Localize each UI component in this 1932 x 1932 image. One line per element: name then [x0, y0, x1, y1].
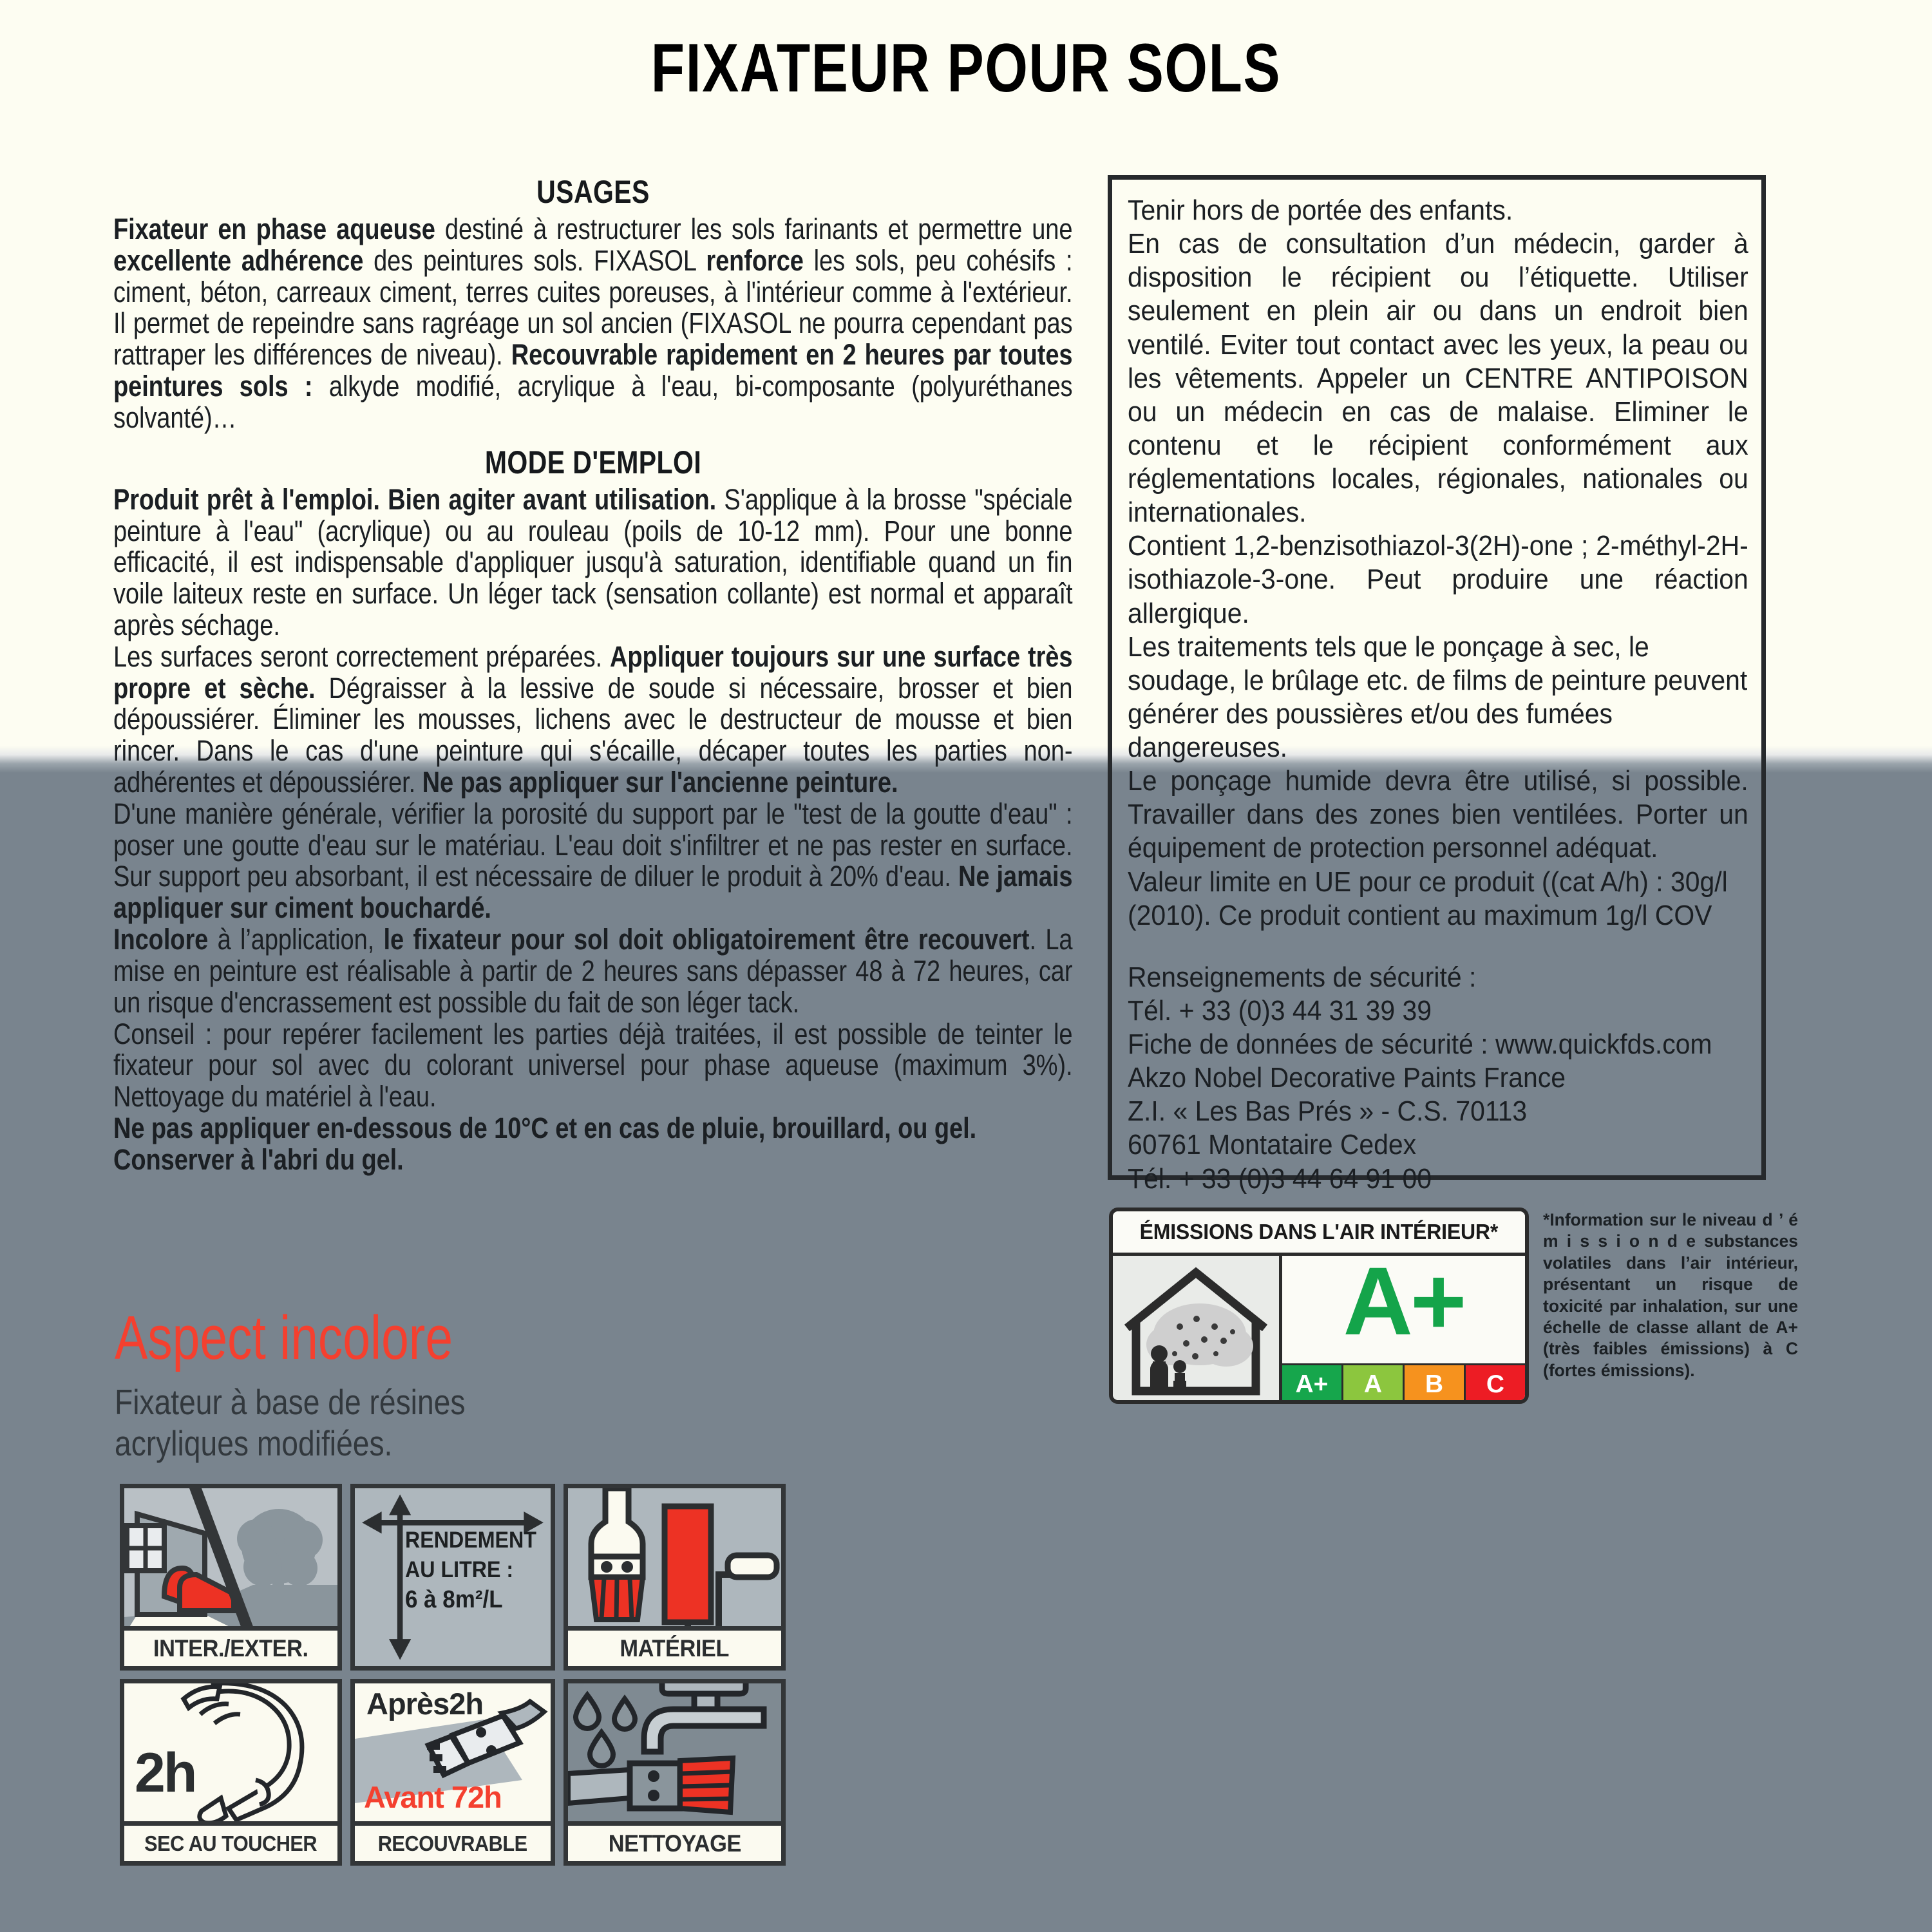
safety-paragraph-treatments: Les traitements tels que le ponçage à sec, le soudage, le brûlage etc. de films de peinture peuvent générer des poussières et/ou des fumées dangereuses. [1128, 630, 1748, 763]
usages-paragraph: Fixateur en phase aqueuse destiné à restructurer les sols farinants et permettre une excellente adhérence des peintures sols. FIXASOL renforce les sols, peu cohésifs : ciment, béton, carreaux ciment, terres cuites poreuses, à l'intérieur comme à l'extérieur. Il permet de repeindre sans ragréage un sol ancien (FIXASOL ne pourra cependant pas rattraper les différences de niveau). Recouvrable rapidement en 2 heures par toutes peintures sols : alkyde modifié, acrylique à l'eau, bi-composante (polyuréthanes solvanté)… [113, 213, 1073, 434]
mode-paragraph-3: D'une manière générale, vérifier la porosité du support par le "test de la goutte d'eau" : poser une goutte d'eau sur le matériau. L'eau doit s'infiltrer et ne pas rester en surface. Sur support peu absorbant, il est nécessaire de diluer le produit à 20% d'eau. Ne jamais appliquer sur ciment bouchardé. [113, 797, 1073, 925]
safety-paragraph-voc: Valeur limite en UE pour ce produit ((cat A/h) : 30g/l (2010). Ce produit contient au maximum 1g/l COV [1128, 866, 1728, 931]
safety-line-children: Tenir hors de portée des enfants. [1128, 194, 1513, 226]
mode-paragraph-5: Conseil : pour repérer facilement les parties déjà traitées, il est possible de teinter le fixateur pour sol avec du colorant universel pour phase aqueuse (maximum 3%). Nettoyage du matériel à l'eau. [113, 1017, 1073, 1113]
emissions-label-body [1113, 1247, 1525, 1403]
pictogram-nettoyage [564, 1679, 786, 1866]
mode-paragraph-2: Les surfaces seront correctement préparées. Appliquer toujours sur une surface très propre et sèche. Dégraisser à la lessive de soude si nécessaire, brosser et bien dépoussiérer. Éliminer les mousses, lichens avec le destructeur de mousse et bien rincer. Dans le cas d'une peinture qui s'écaille, décaper toutes les parties non-adhérentes et dépoussiérer. Ne pas appliquer sur l'ancienne peinture. [113, 639, 1073, 799]
pictogram-recouvrable [350, 1679, 555, 1866]
safety-contact-tel-1: Tél. + 33 (0)3 44 31 39 39 [1128, 994, 1432, 1027]
mode-paragraph-4: Incolore à l’application, le fixateur pour sol doit obligatoirement être recouvert. La mise en peinture est réalisable à partir de 2 heures sans dépasser 48 à 72 heures, car un risque d'encrassement est possible du fait de son léger tack. [113, 923, 1073, 1019]
left-column [113, 174, 1073, 1176]
rendement-line-3: 6 à 8m²/L [405, 1586, 503, 1613]
page-title: FIXATEUR POUR SOLS [650, 29, 1282, 106]
emissions-header-text: ÉMISSIONS DANS L'AIR INTÉRIEUR* [1139, 1220, 1499, 1244]
safety-paragraph-contains: Contient 1,2-benzisothiazol-3(2H)-one ; 2-méthyl-2H-isothiazole-3-one. Peut produire une réaction allergique. [1128, 530, 1748, 629]
pictogram-inter-exter [120, 1484, 342, 1671]
rendement-line-1: RENDEMENT [405, 1528, 536, 1553]
pictogram-rendement [350, 1484, 555, 1671]
house-dust-pictogram [1113, 1256, 1282, 1403]
scale-step-c: C [1466, 1363, 1525, 1403]
avant-label: Avant 72h [364, 1780, 502, 1814]
pictogram-grid [120, 1484, 786, 1874]
emissions-grade-value: A+ [1343, 1247, 1464, 1355]
safety-paragraph-medical: En cas de consultation d’un médecin, garder à disposition le récipient ou l’étiquette. Utiliser seulement en plein air ou dans un endroit bien ventilé. Eviter tout contact avec les yeux, la peau ou les vêtements. Appeler un CENTRE ANTIPOISON ou un médecin en cas de malaise. Eliminer le contenu et le récipient conformément aux réglementations locales, régionales, nationales ou internationales. [1128, 228, 1748, 529]
brush-roller-icon [568, 1488, 781, 1635]
safety-address-line-1: Z.I. « Les Bas Prés » - C.S. 70113 [1128, 1095, 1528, 1128]
pictogram-row-top [120, 1484, 786, 1671]
mode-paragraph-1: Produit prêt à l'emploi. Bien agiter avant utilisation. S'applique à la brosse "spéciale peinture à l'eau" (acrylique) ou au rouleau (poils de 10-12 mm). Pour une bonne efficacité, il est indispensable d'appliquer jusqu'à saturation, identifiable quand un fin voile laiteux reste en surface. Un léger tack (sensation collante) est normal et apparaît après séchage. [113, 482, 1073, 641]
emissions-scale [1282, 1363, 1525, 1403]
house-icon [1113, 1256, 1279, 1403]
pictogram-caption [355, 1821, 551, 1861]
safety-paragraph-sanding: Le ponçage humide devra être utilisé, si possible. Travailler dans des zones bien ventilées. Porter un équipement de protection personnel adéquat. [1128, 765, 1748, 864]
safety-information-box [1108, 175, 1766, 1195]
scale-step-aplus: A+ [1282, 1363, 1343, 1403]
sec-time-value: 2h [135, 1742, 196, 1804]
aspect-block [115, 1303, 887, 1464]
mode-demploi-heading: MODE D'EMPLOI [484, 444, 702, 480]
safety-contact-fds: Fiche de données de sécurité : www.quickfds.com [1128, 1028, 1712, 1060]
rendement-text [405, 1526, 542, 1616]
safety-company-name: Akzo Nobel Decorative Paints France [1128, 1062, 1566, 1094]
emissions-footnote: *Information sur le niveau d ’ é m i s s i o n d e substances volatiles dans l’air intérieur, présentant un risque de toxicité par inhalation, sur une échelle de classe allant de A+ (très faibles émissions) à C (fortes émissions). [1543, 1210, 1798, 1380]
emissions-grade-area [1282, 1247, 1525, 1403]
caption-materiel: MATÉRIEL [620, 1634, 730, 1662]
caption-recouvrable: RECOUVRABLE [378, 1831, 527, 1855]
pictogram-caption [568, 1821, 781, 1861]
safety-contact-tel-2: Tél. + 33 (0)3 44 64 91 00 [1128, 1162, 1432, 1195]
caption-sec-au-toucher: SEC AU TOUCHER [144, 1831, 317, 1855]
scale-step-b: B [1405, 1363, 1466, 1403]
aspect-title: Aspect incolore [115, 1303, 453, 1372]
usages-heading: USAGES [536, 174, 650, 210]
aspect-subtitle: Fixateur à base de résines acryliques modifiées. [115, 1382, 466, 1463]
caption-nettoyage: NETTOYAGE [608, 1830, 741, 1857]
scale-step-a: A [1343, 1363, 1405, 1403]
pictogram-caption [124, 1626, 337, 1666]
interior-exterior-icon [124, 1488, 337, 1635]
apres-label: Après2h [366, 1687, 484, 1721]
pictogram-caption [568, 1626, 781, 1666]
safety-contact-label: Renseignements de sécurité : [1128, 961, 1477, 993]
tap-cleaning-icon [568, 1683, 781, 1830]
spacer [1128, 933, 1748, 961]
rendement-line-2: AU LITRE : [405, 1557, 514, 1582]
pictogram-materiel [564, 1484, 786, 1671]
caption-inter-exter: INTER./EXTER. [153, 1634, 308, 1662]
indoor-air-emissions-label [1109, 1208, 1529, 1404]
mode-paragraph-6: Ne pas appliquer en-dessous de 10°C et en cas de pluie, brouillard, ou gel. Conserver à l'abri du gel. [113, 1111, 977, 1176]
pictogram-sec-au-toucher [120, 1679, 342, 1866]
pictogram-caption [124, 1821, 337, 1861]
safety-address-line-2: 60761 Montataire Cedex [1128, 1129, 1417, 1161]
pictogram-row-bottom [120, 1679, 786, 1866]
